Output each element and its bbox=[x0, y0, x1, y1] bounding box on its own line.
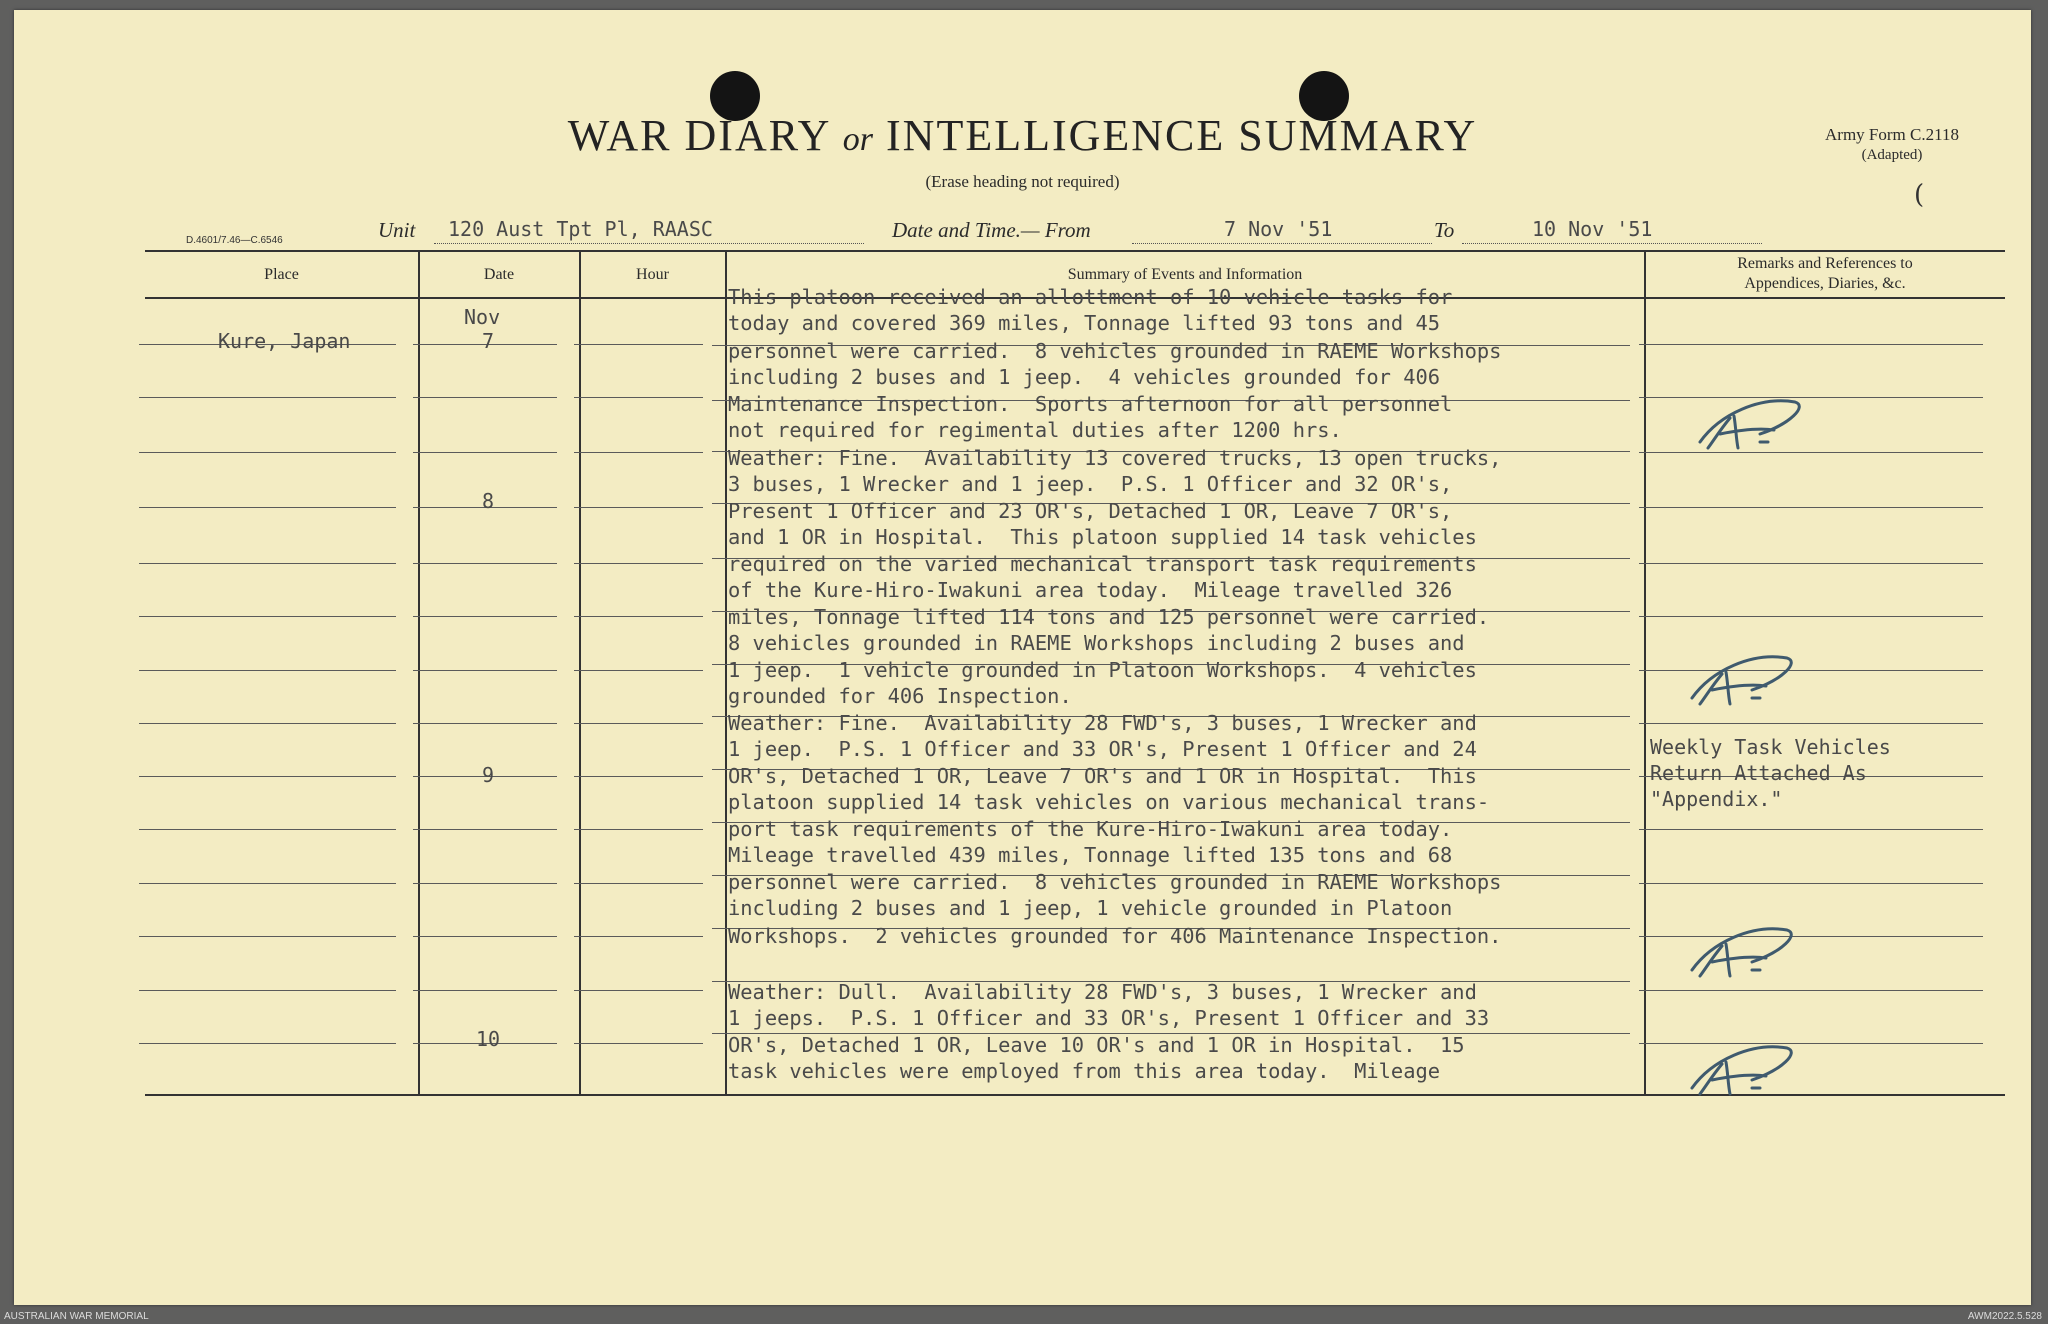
ruled-line bbox=[413, 670, 557, 671]
title-part2: INTELLIGENCE SUMMARY bbox=[886, 111, 1478, 160]
footer-right: AWM2022.5.528 bbox=[1967, 1311, 2042, 1322]
ruled-line bbox=[574, 1043, 703, 1044]
ruled-line bbox=[1639, 563, 1983, 564]
signature-initial-2 bbox=[1682, 650, 1802, 710]
ruled-line bbox=[574, 883, 703, 884]
date-7: 7 bbox=[482, 329, 495, 353]
ruled-line bbox=[1639, 344, 1983, 345]
form-code: D.4601/7.46—C.6546 bbox=[186, 235, 283, 246]
ruled-line bbox=[139, 1043, 396, 1044]
summary-line: 1 jeep. P.S. 1 Officer and 33 OR's, Present 1 Officer and 24 bbox=[728, 737, 1477, 761]
to-label: To bbox=[1434, 218, 1455, 242]
col-remarks-heading bbox=[1645, 254, 2005, 294]
summary-line: Present 1 Officer and 23 OR's, Detached 1 OR, Leave 7 OR's, bbox=[728, 499, 1453, 523]
divider-summary-remarks bbox=[1644, 250, 1646, 1094]
col-date-heading: Date bbox=[483, 266, 515, 283]
ruled-line bbox=[139, 776, 396, 777]
summary-line: task vehicles were employed from this area today. Mileage bbox=[728, 1059, 1441, 1083]
signature-initial-4 bbox=[1682, 1040, 1802, 1100]
summary-line: 1 jeeps. P.S. 1 Officer and 33 OR's, Present 1 Officer and 33 bbox=[728, 1006, 1490, 1030]
ruled-line bbox=[139, 723, 396, 724]
ruled-line bbox=[1639, 883, 1983, 884]
summary-line: personnel were carried. 8 vehicles grounded in RAEME Workshops bbox=[728, 870, 1502, 894]
divider-date-hour bbox=[579, 250, 581, 1094]
ruled-line bbox=[574, 616, 703, 617]
divider-place-date bbox=[418, 250, 420, 1094]
summary-line: Maintenance Inspection. Sports afternoon for all personnel bbox=[728, 392, 1453, 416]
remarks-line2: Return Attached As bbox=[1650, 761, 1867, 785]
ruled-line bbox=[139, 990, 396, 991]
signature-initial-1 bbox=[1690, 394, 1810, 454]
ruled-line bbox=[574, 344, 703, 345]
summary-line: OR's, Detached 1 OR, Leave 10 OR's and 1 OR in Hospital. 15 bbox=[728, 1033, 1465, 1057]
title-or: or bbox=[842, 121, 874, 158]
datetime-label: Date and Time.— From bbox=[892, 218, 1091, 242]
page-subtitle: (Erase heading not required) bbox=[925, 172, 1120, 191]
unit-field: 120 Aust Tpt Pl, RAASC bbox=[434, 216, 864, 244]
summary-line: Weather: Fine. Availability 28 FWD's, 3 buses, 1 Wrecker and bbox=[728, 711, 1477, 735]
summary-line: and 1 OR in Hospital. This platoon supplied 14 task vehicles bbox=[728, 525, 1477, 549]
date-10: 10 bbox=[476, 1027, 501, 1051]
summary-line: including 2 buses and 1 jeep. 4 vehicles grounded for 406 bbox=[728, 365, 1441, 389]
ruled-line bbox=[139, 563, 396, 564]
ruled-line bbox=[413, 616, 557, 617]
ruled-line bbox=[413, 563, 557, 564]
to-field: 10 Nov '51 bbox=[1462, 216, 1762, 244]
remarks-heading-line2: Appendices, Diaries, &c. bbox=[1744, 275, 1906, 292]
ruled-line bbox=[1639, 507, 1983, 508]
ruled-line bbox=[574, 563, 703, 564]
summary-line: not required for regimental duties after 1200 hrs. bbox=[728, 418, 1342, 442]
col-hour-heading: Hour bbox=[636, 266, 669, 283]
summary-line: port task requirements of the Kure-Hiro-Iwakuni area today. bbox=[728, 817, 1453, 841]
summary-line: platoon supplied 14 task vehicles on various mechanical trans- bbox=[728, 790, 1490, 814]
summary-line: grounded for 406 Inspection. bbox=[728, 684, 1072, 708]
ruled-line bbox=[574, 776, 703, 777]
ruled-line bbox=[139, 397, 396, 398]
ruled-line bbox=[413, 452, 557, 453]
ruled-line bbox=[574, 723, 703, 724]
diary-page bbox=[14, 10, 2031, 1305]
ruled-line bbox=[413, 990, 557, 991]
ruled-line bbox=[574, 990, 703, 991]
remarks-line1: Weekly Task Vehicles bbox=[1650, 735, 1891, 759]
summary-line: today and covered 369 miles, Tonnage lifted 93 tons and 45 bbox=[728, 311, 1441, 335]
summary-line: required on the varied mechanical transport task requirements bbox=[728, 552, 1477, 576]
col-summary-heading: Summary of Events and Information bbox=[1067, 266, 1303, 283]
ruled-line bbox=[1639, 723, 1983, 724]
ruled-line bbox=[574, 829, 703, 830]
ruled-line bbox=[574, 452, 703, 453]
summary-line: Weather: Dull. Availability 28 FWD's, 3 buses, 1 Wrecker and bbox=[728, 980, 1477, 1004]
ruled-line bbox=[574, 936, 703, 937]
title-part1: WAR DIARY bbox=[567, 111, 830, 160]
ruled-line bbox=[139, 452, 396, 453]
summary-line: Weather: Fine. Availability 13 covered trucks, 13 open trucks, bbox=[728, 446, 1502, 470]
from-field: 7 Nov '51 bbox=[1132, 216, 1432, 244]
summary-line: Workshops. 2 vehicles grounded for 406 Maintenance Inspection. bbox=[728, 924, 1502, 948]
page-title bbox=[14, 110, 2031, 161]
ruled-line bbox=[413, 883, 557, 884]
ruled-line bbox=[413, 723, 557, 724]
summary-line: This platoon received an allottment of 10 vehicle tasks for bbox=[728, 285, 1453, 309]
date-month: Nov bbox=[464, 305, 501, 329]
signature-initial-3 bbox=[1682, 922, 1802, 982]
pencil-mark: ( bbox=[1914, 180, 1925, 210]
summary-line: OR's, Detached 1 OR, Leave 7 OR's and 1 OR in Hospital. This bbox=[728, 764, 1477, 788]
ruled-line bbox=[574, 670, 703, 671]
ruled-line bbox=[139, 507, 396, 508]
ruled-line bbox=[1639, 616, 1983, 617]
date-8: 8 bbox=[482, 489, 495, 513]
summary-line: miles, Tonnage lifted 114 tons and 125 personnel were carried. bbox=[728, 605, 1490, 629]
ruled-line bbox=[574, 507, 703, 508]
ruled-line bbox=[139, 829, 396, 830]
remarks-line3: "Appendix." bbox=[1650, 787, 1783, 811]
summary-line: Mileage travelled 439 miles, Tonnage lifted 135 tons and 68 bbox=[728, 843, 1453, 867]
ruled-line bbox=[139, 616, 396, 617]
ruled-line bbox=[413, 936, 557, 937]
divider-hour-summary bbox=[725, 250, 727, 1094]
summary-line: including 2 buses and 1 jeep, 1 vehicle grounded in Platoon bbox=[728, 896, 1453, 920]
place-entry: Kure, Japan bbox=[218, 329, 351, 353]
summary-line: 3 buses, 1 Wrecker and 1 jeep. P.S. 1 Officer and 32 OR's, bbox=[728, 472, 1453, 496]
army-form-number: Army Form C.2118 bbox=[1825, 125, 1959, 144]
ruled-line bbox=[1639, 829, 1983, 830]
summary-line: personnel were carried. 8 vehicles grounded in RAEME Workshops bbox=[728, 339, 1502, 363]
ruled-line bbox=[1639, 990, 1983, 991]
date-9: 9 bbox=[482, 763, 495, 787]
footer-left: AUSTRALIAN WAR MEMORIAL bbox=[4, 1311, 149, 1322]
ruled-line bbox=[139, 936, 396, 937]
ruled-line bbox=[413, 397, 557, 398]
remarks-heading-line1: Remarks and References to bbox=[1737, 255, 1913, 272]
army-form-label bbox=[1792, 125, 1992, 165]
ruled-line bbox=[139, 670, 396, 671]
table-top-rule bbox=[145, 250, 2005, 252]
unit-label: Unit bbox=[378, 218, 416, 242]
army-form-sub: (Adapted) bbox=[1861, 147, 1923, 163]
summary-line: 1 jeep. 1 vehicle grounded in Platoon Workshops. 4 vehicles bbox=[728, 658, 1477, 682]
summary-line: of the Kure-Hiro-Iwakuni area today. Mileage travelled 326 bbox=[728, 578, 1453, 602]
ruled-line bbox=[574, 397, 703, 398]
col-place-heading: Place bbox=[264, 266, 299, 283]
summary-line: 8 vehicles grounded in RAEME Workshops including 2 buses and bbox=[728, 631, 1465, 655]
ruled-line bbox=[413, 829, 557, 830]
ruled-line bbox=[139, 883, 396, 884]
